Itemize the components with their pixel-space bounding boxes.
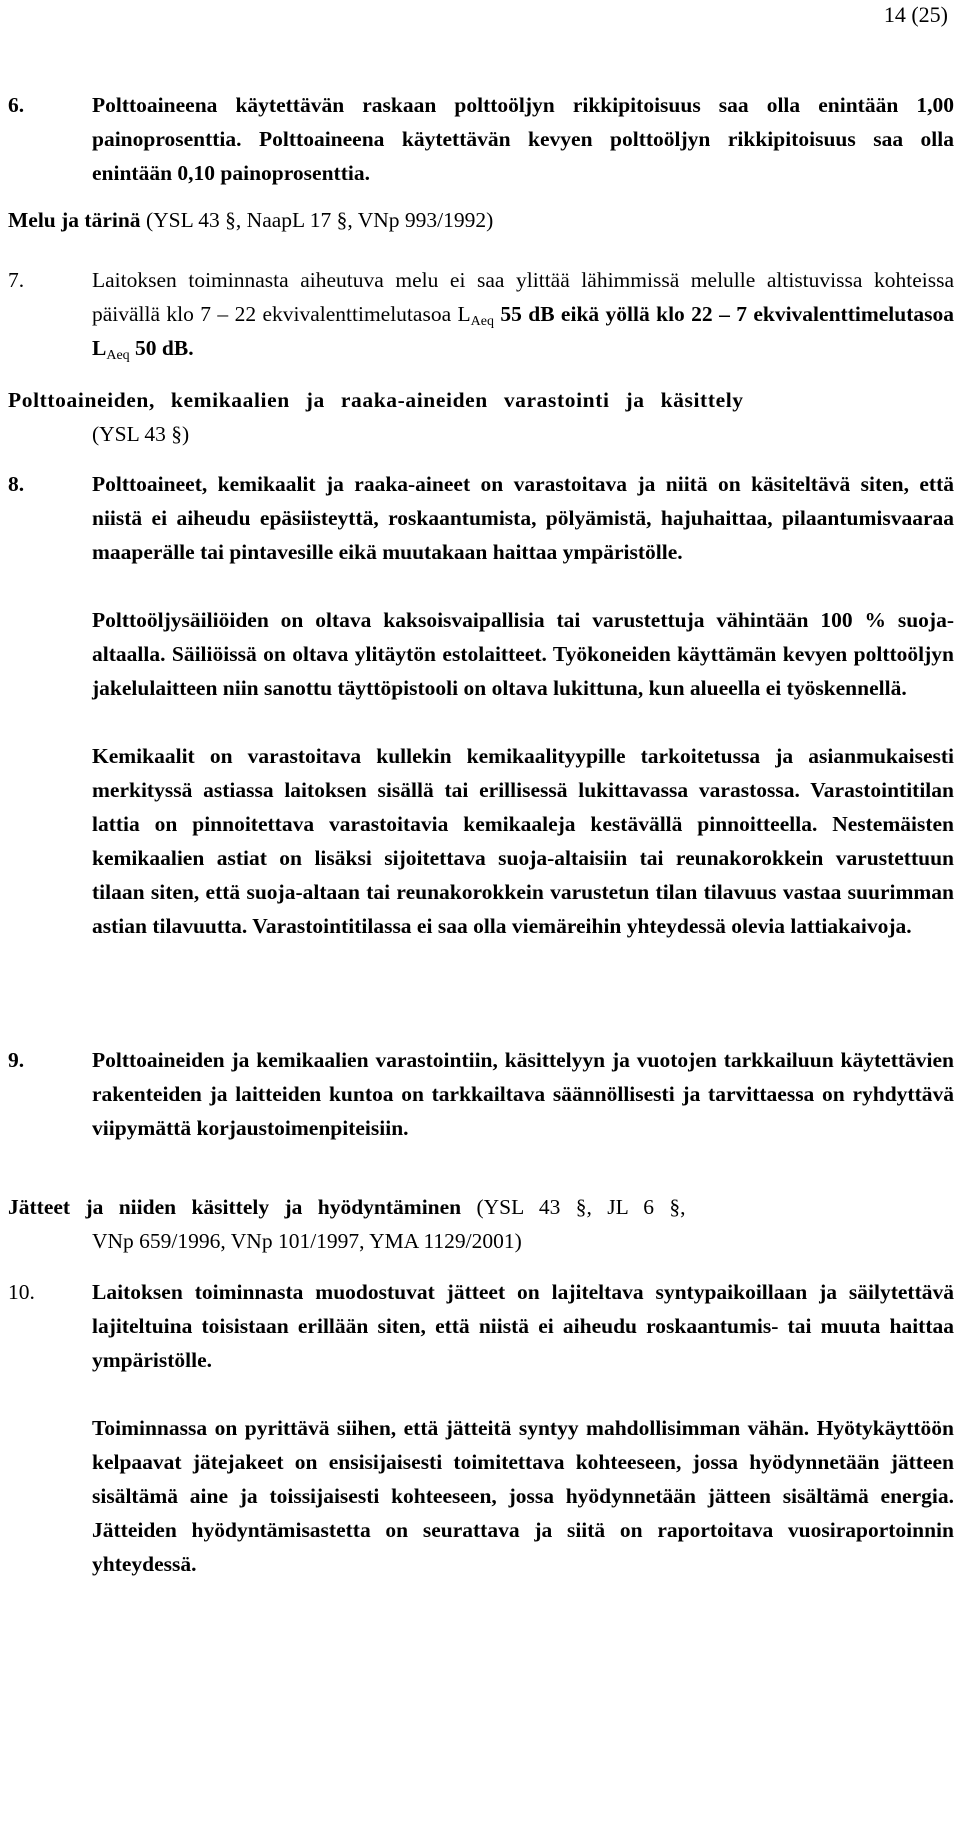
item-7-text [92, 263, 954, 365]
item-8-number: 8. [8, 472, 25, 496]
item-10 [8, 1275, 954, 1581]
item-8-paragraph-2: Polttoöljysäiliöiden on oltava kaksoisvaipallisia tai varustettuja vähintään 100 % suoja-altaalla. Säiliöissä on oltava ylitäytön estolaitteet. Työkoneiden käyttämän kevyen polttoöljyn jakelulaitteen niin sanottu täyttöpistooli on oltava lukittuna, kun alueella ei työskennellä. [92, 608, 954, 700]
item-6 [8, 88, 954, 190]
item-7-number: 7. [8, 268, 25, 292]
item-8-body [92, 467, 954, 943]
jatteet-heading-ref-2: VNp 659/1996, VNp 101/1997, YMA 1129/2001) [92, 1229, 522, 1253]
item-10-number: 10. [8, 1280, 35, 1304]
polttoaineet-heading-ref: (YSL 43 §) [92, 422, 190, 446]
melu-heading [8, 203, 954, 237]
jatteet-heading [8, 1190, 954, 1258]
item-9 [8, 1043, 954, 1145]
jatteet-heading-ref-1: (YSL 43 §, JL 6 §, [461, 1195, 686, 1219]
item-7 [8, 263, 954, 365]
item-7-sub-1: Aeq [470, 314, 494, 329]
item-7-sub-2: Aeq [106, 348, 130, 363]
jatteet-heading-title: Jätteet ja niiden käsittely ja hyödyntäminen [8, 1195, 462, 1219]
polttoaineet-heading [8, 383, 954, 451]
item-8-paragraph-3: Kemikaalit on varastoitava kullekin kemikaalityypille tarkoitetussa ja asianmukaisesti merkityssä astiassa laitoksen sisällä tai erillisessä lukittavassa varastossa. Varastointitilan lattia on pinnoitettava varastoitavia kemikaaleja kestävällä pinnoitteella. Nestemäisten kemikaalien astiat on lisäksi sijoitettava suoja-altaisiin tai reunakorokkein varustettuun tilaan siten, että suoja-altaan tai reunakorokkein varustetun tilan tilavuus vastaa suurimman astian tilavuutta. Varastointitilassa ei saa olla viemäreihin yhteydessä olevia lattiakaivoja. [92, 744, 954, 938]
item-9-text: Polttoaineiden ja kemikaalien varastointiin, käsittelyyn ja vuotojen tarkkailuun käytettävien rakenteiden ja laitteiden kuntoa on tarkkailtava säännöllisesti ja tarvittaessa on ryhdyttävä viipymättä korjaustoimenpiteisiin. [92, 1048, 954, 1140]
item-7-part-3: 50 dB. [129, 336, 194, 360]
item-10-body [92, 1275, 954, 1581]
item-8-paragraph-1: Polttoaineet, kemikaalit ja raaka-aineet on varastoitava ja niitä on käsiteltävä siten, että niistä ei aiheudu epäsiisteyttä, roskaantumista, pölyämistä, hajuhaittaa, pilaantumisvaaraa maaperälle tai pintavesille eikä muutakaan haittaa ympäristölle. [92, 472, 954, 564]
item-10-paragraph-2: Toiminnassa on pyrittävä siihen, että jätteitä syntyy mahdollisimman vähän. Hyötykäyttöön kelpaavat jätejakeet on ensisijaisesti toimitettava kohteeseen, jossa hyödynnetään jätteen sisältämä aine ja toissijaisesti kohteeseen, jossa hyödynnetään jätteen sisältämä energia. Jätteiden hyödyntämisastetta on seurattava ja siitä on raportoitava vuosiraportoinnin yhteydessä. [92, 1416, 954, 1576]
item-9-number: 9. [8, 1048, 25, 1072]
item-7-part-1: Laitoksen toiminnasta aiheutuva melu ei saa ylittää lähimmissä melulle altistuvissa kohteissa päivällä klo 7 – 22 ekvivalenttimelutasoa L [92, 268, 954, 326]
item-8 [8, 467, 954, 943]
item-6-text: Polttoaineena käytettävän raskaan polttoöljyn rikkipitoisuus saa olla enintään 1,00 painoprosenttia. Polttoaineena käytettävän kevyen polttoöljyn rikkipitoisuus saa olla enintään 0,10 painoprosenttia. [92, 93, 954, 185]
jatteet-heading-line-1 [8, 1190, 954, 1224]
melu-heading-title: Melu ja tärinä [8, 208, 141, 232]
polttoaineet-heading-title: Polttoaineiden, kemikaalien ja raaka-aineiden varastointi ja käsittely [8, 388, 744, 412]
item-10-paragraph-1: Laitoksen toiminnasta muodostuvat jätteet on lajiteltava syntypaikoillaan ja säilytettävä lajiteltuina toisistaan erillään siten, että niistä ei aiheudu roskaantumis- tai muuta haittaa ympäristölle. [92, 1280, 954, 1372]
item-6-number: 6. [8, 93, 25, 117]
page-number: 14 (25) [883, 2, 948, 27]
melu-heading-ref: (YSL 43 §, NaapL 17 §, VNp 993/1992) [140, 208, 494, 232]
item-7-part-2: 55 dB eikä yöllä klo 22 – 7 ekvivalenttimelutasoa L [92, 302, 954, 360]
